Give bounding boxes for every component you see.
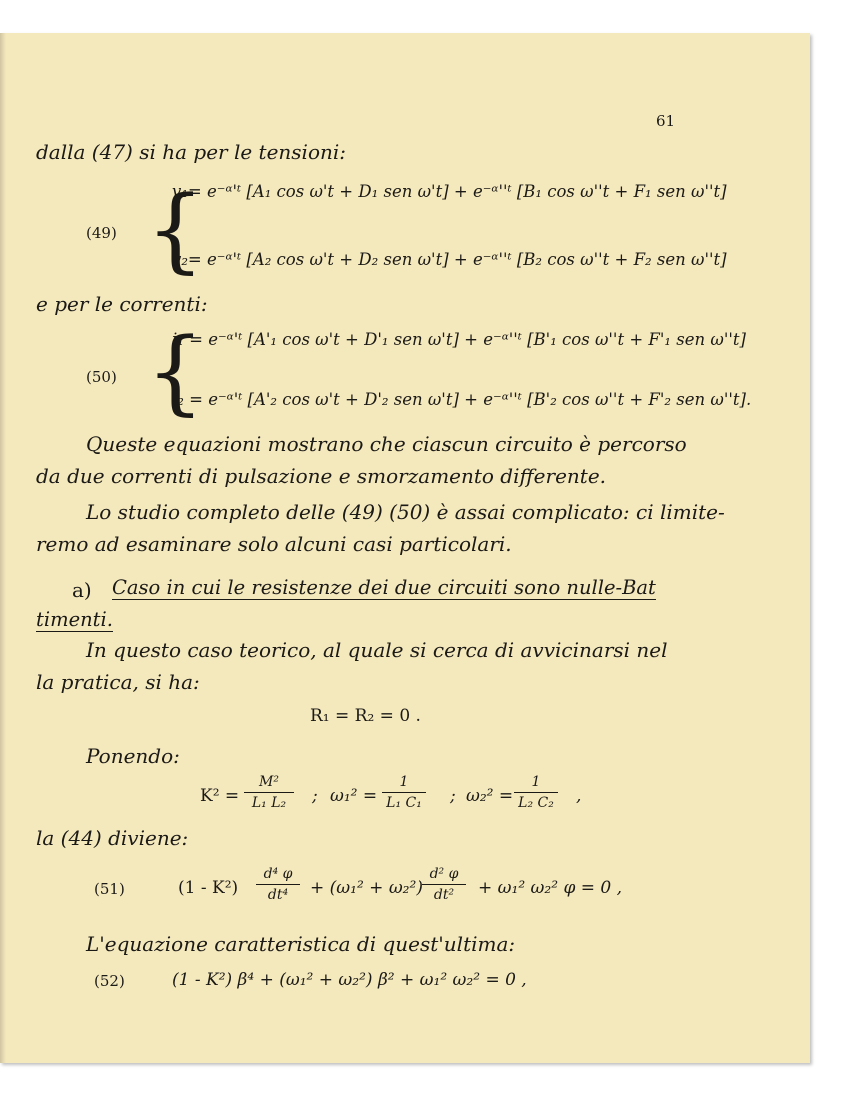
page-number: 61 (656, 112, 676, 130)
eq52-label: (52) (94, 972, 125, 990)
eq51-fraction-2 (422, 866, 466, 903)
defs-end: , (576, 786, 582, 806)
eq49-v2: v₂= e⁻ᵅ'ᵗ [A₂ cos ω't + D₂ sen ω't] + e⁻ᵅ''ᵗ [B₂ cos ω''t + F₂ sen ω''t] (172, 250, 727, 269)
la44-line: la (44) diviene: (36, 826, 189, 850)
eq51-mid: + (ω₁² + ω₂²) (310, 878, 423, 898)
eq50-label: (50) (86, 368, 117, 386)
eq51-f2-den: dt² (433, 887, 455, 903)
intro-line: dalla (47) si ha per le tensioni: (36, 140, 347, 164)
eq51-f1-num: d⁴ φ (263, 866, 293, 882)
para1-line2: da due correnti di pulsazione e smorzamento differente. (36, 464, 607, 488)
eq49-v1: v₁= e⁻ᵅ'ᵗ [A₁ cos ω't + D₁ sen ω't] + e⁻ᵅ''ᵗ [B₁ cos ω''t + F₁ sen ω''t] (172, 182, 727, 201)
k-fraction (244, 774, 294, 811)
eq51-rhs: + ω₁² ω₂² φ = 0 , (478, 878, 623, 898)
para3-line2: la pratica, si ha: (36, 670, 200, 694)
para1-line1: Queste equazioni mostrano che ciascun circuito è percorso (86, 432, 687, 456)
w2-fraction (514, 774, 558, 811)
eq49-label: (49) (86, 224, 117, 242)
w2-lhs: ω₂² = (466, 786, 514, 806)
w1-numerator: 1 (399, 774, 409, 790)
w1-lhs: ω₁² = (330, 786, 378, 806)
eq51-fraction-1 (256, 866, 300, 903)
k-lhs: K² = (200, 786, 240, 806)
para3-line1: In questo caso teorico, al quale si cerca di avvicinarsi nel (86, 638, 668, 662)
r-equation: R₁ = R₂ = 0 . (310, 706, 421, 726)
w1-fraction (382, 774, 426, 811)
w2-numerator: 1 (531, 774, 541, 790)
section-a-title-1: Caso in cui le resistenze dei due circuiti sono nulle-Bat (112, 576, 656, 599)
eq50-brace: { (146, 318, 205, 425)
eq50-i2: i₂ = e⁻ᵅ'ᵗ [A'₂ cos ω't + D'₂ sen ω't] + e⁻ᵅ''ᵗ [B'₂ cos ω''t + F'₂ sen ω''t]. (172, 390, 752, 409)
w1-denominator: L₁ C₁ (386, 795, 422, 811)
w2-denominator: L₂ C₂ (518, 795, 554, 811)
sep-2: ; (450, 786, 456, 806)
eq51-f1-den: dt⁴ (267, 887, 289, 903)
sep-1: ; (312, 786, 318, 806)
eq51-f2-num: d² φ (429, 866, 459, 882)
para2-line2: remo ad esaminare solo alcuni casi particolari. (36, 532, 512, 556)
section-a-marker: a) (72, 578, 92, 602)
eq49-brace: { (146, 176, 205, 283)
currents-line: e per le correnti: (36, 292, 208, 316)
k-numerator: M² (259, 774, 279, 790)
k-denominator: L₁ L₂ (251, 795, 287, 811)
para2-line1: Lo studio completo delle (49) (50) è assai complicato: ci limite- (86, 500, 725, 524)
eq52-expr: (1 - K²) β⁴ + (ω₁² + ω₂²) β² + ω₁² ω₂² = 0 , (172, 970, 527, 990)
char-line: L'equazione caratteristica di quest'ultima: (86, 932, 516, 956)
ponendo-label: Ponendo: (86, 744, 180, 768)
eq51-label: (51) (94, 880, 125, 898)
eq51-lhs: (1 - K²) (178, 878, 239, 898)
eq50-i1: i₁ = e⁻ᵅ'ᵗ [A'₁ cos ω't + D'₁ sen ω't] + e⁻ᵅ''ᵗ [B'₁ cos ω''t + F'₁ sen ω''t] (172, 330, 746, 349)
section-a-title-2: timenti. (36, 608, 113, 631)
